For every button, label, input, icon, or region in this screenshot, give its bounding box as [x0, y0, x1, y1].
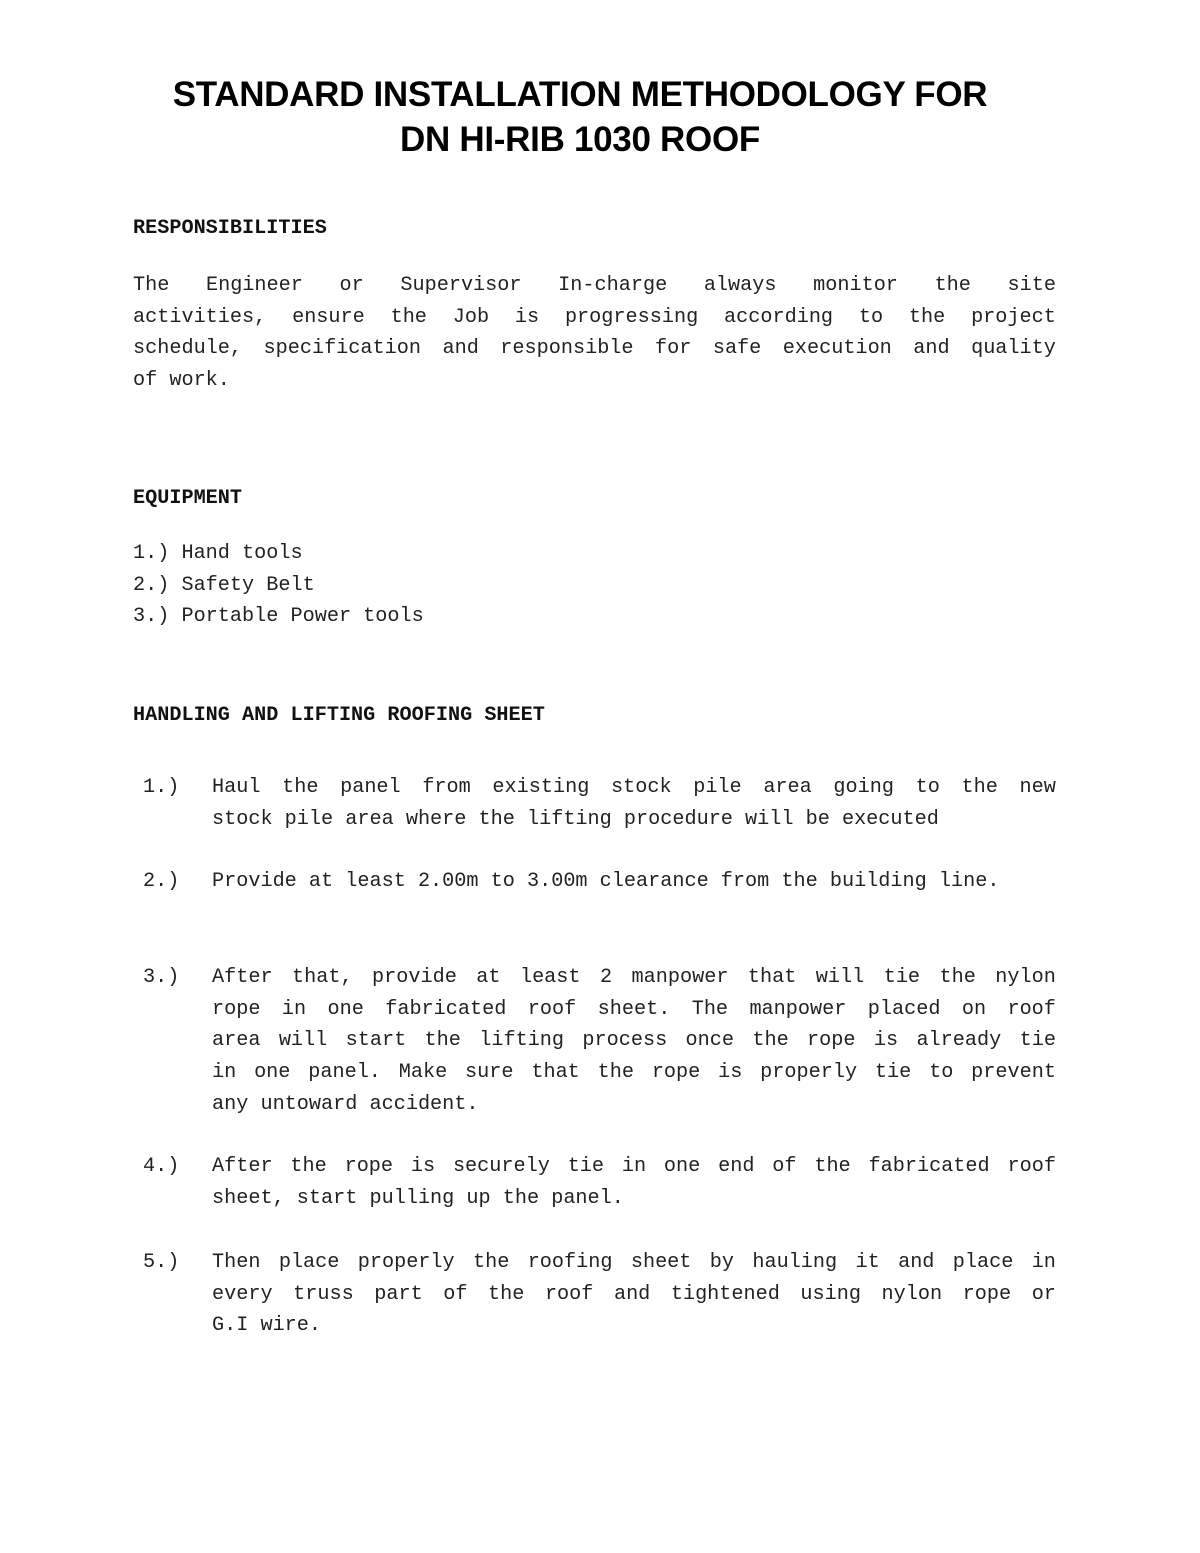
paragraph-line: of work.: [133, 369, 230, 393]
step-text-line: area will start the lifting process once the rope is already tie: [212, 1029, 1056, 1053]
handling-heading: HANDLING AND LIFTING ROOFING SHEET: [133, 704, 545, 727]
step-text-line: After that, provide at least 2 manpower that will tie the nylon: [212, 966, 1056, 989]
step-text-line: Provide at least 2.00m to 3.00m clearance from the building line.: [212, 870, 1000, 893]
step-text-line: G.I wire.: [212, 1314, 322, 1338]
paragraph-line: activities, ensure the Job is progressing according to the project: [133, 305, 1056, 329]
equipment-list-item: 1.) Hand tools: [133, 542, 303, 565]
step-number: 5.): [143, 1251, 180, 1274]
step-text-line: any untoward accident.: [212, 1092, 479, 1116]
paragraph-line: The Engineer or Supervisor In-charge always monitor the site: [133, 274, 1056, 297]
step-number: 4.): [143, 1155, 180, 1178]
step-text-line: in one panel. Make sure that the rope is properly tie to prevent: [212, 1061, 1056, 1085]
step-text-line: stock pile area where the lifting procedure will be executed: [212, 807, 939, 831]
step-number: 3.): [143, 966, 180, 989]
document-title-line-2: DN HI-RIB 1030 ROOF: [400, 120, 760, 159]
equipment-list-item: 2.) Safety Belt: [133, 573, 315, 597]
paragraph-line: schedule, specification and responsible for safe execution and quality: [133, 337, 1056, 361]
step-text-line: After the rope is securely tie in one end of the fabricated roof: [212, 1155, 1056, 1178]
step-number: 2.): [143, 870, 180, 893]
step-number: 1.): [143, 776, 180, 799]
equipment-list-item: 3.) Portable Power tools: [133, 605, 424, 629]
step-text-line: Haul the panel from existing stock pile area going to the new: [212, 776, 1056, 799]
responsibilities-heading: RESPONSIBILITIES: [133, 217, 327, 240]
step-text-line: rope in one fabricated roof sheet. The manpower placed on roof: [212, 997, 1056, 1021]
step-text-line: Then place properly the roofing sheet by hauling it and place in: [212, 1251, 1056, 1274]
step-text-line: every truss part of the roof and tightened using nylon rope or: [212, 1282, 1056, 1306]
step-text-line: sheet, start pulling up the panel.: [212, 1186, 624, 1210]
document-title-line-1: STANDARD INSTALLATION METHODOLOGY FOR: [172, 75, 988, 114]
equipment-heading: EQUIPMENT: [133, 487, 243, 510]
